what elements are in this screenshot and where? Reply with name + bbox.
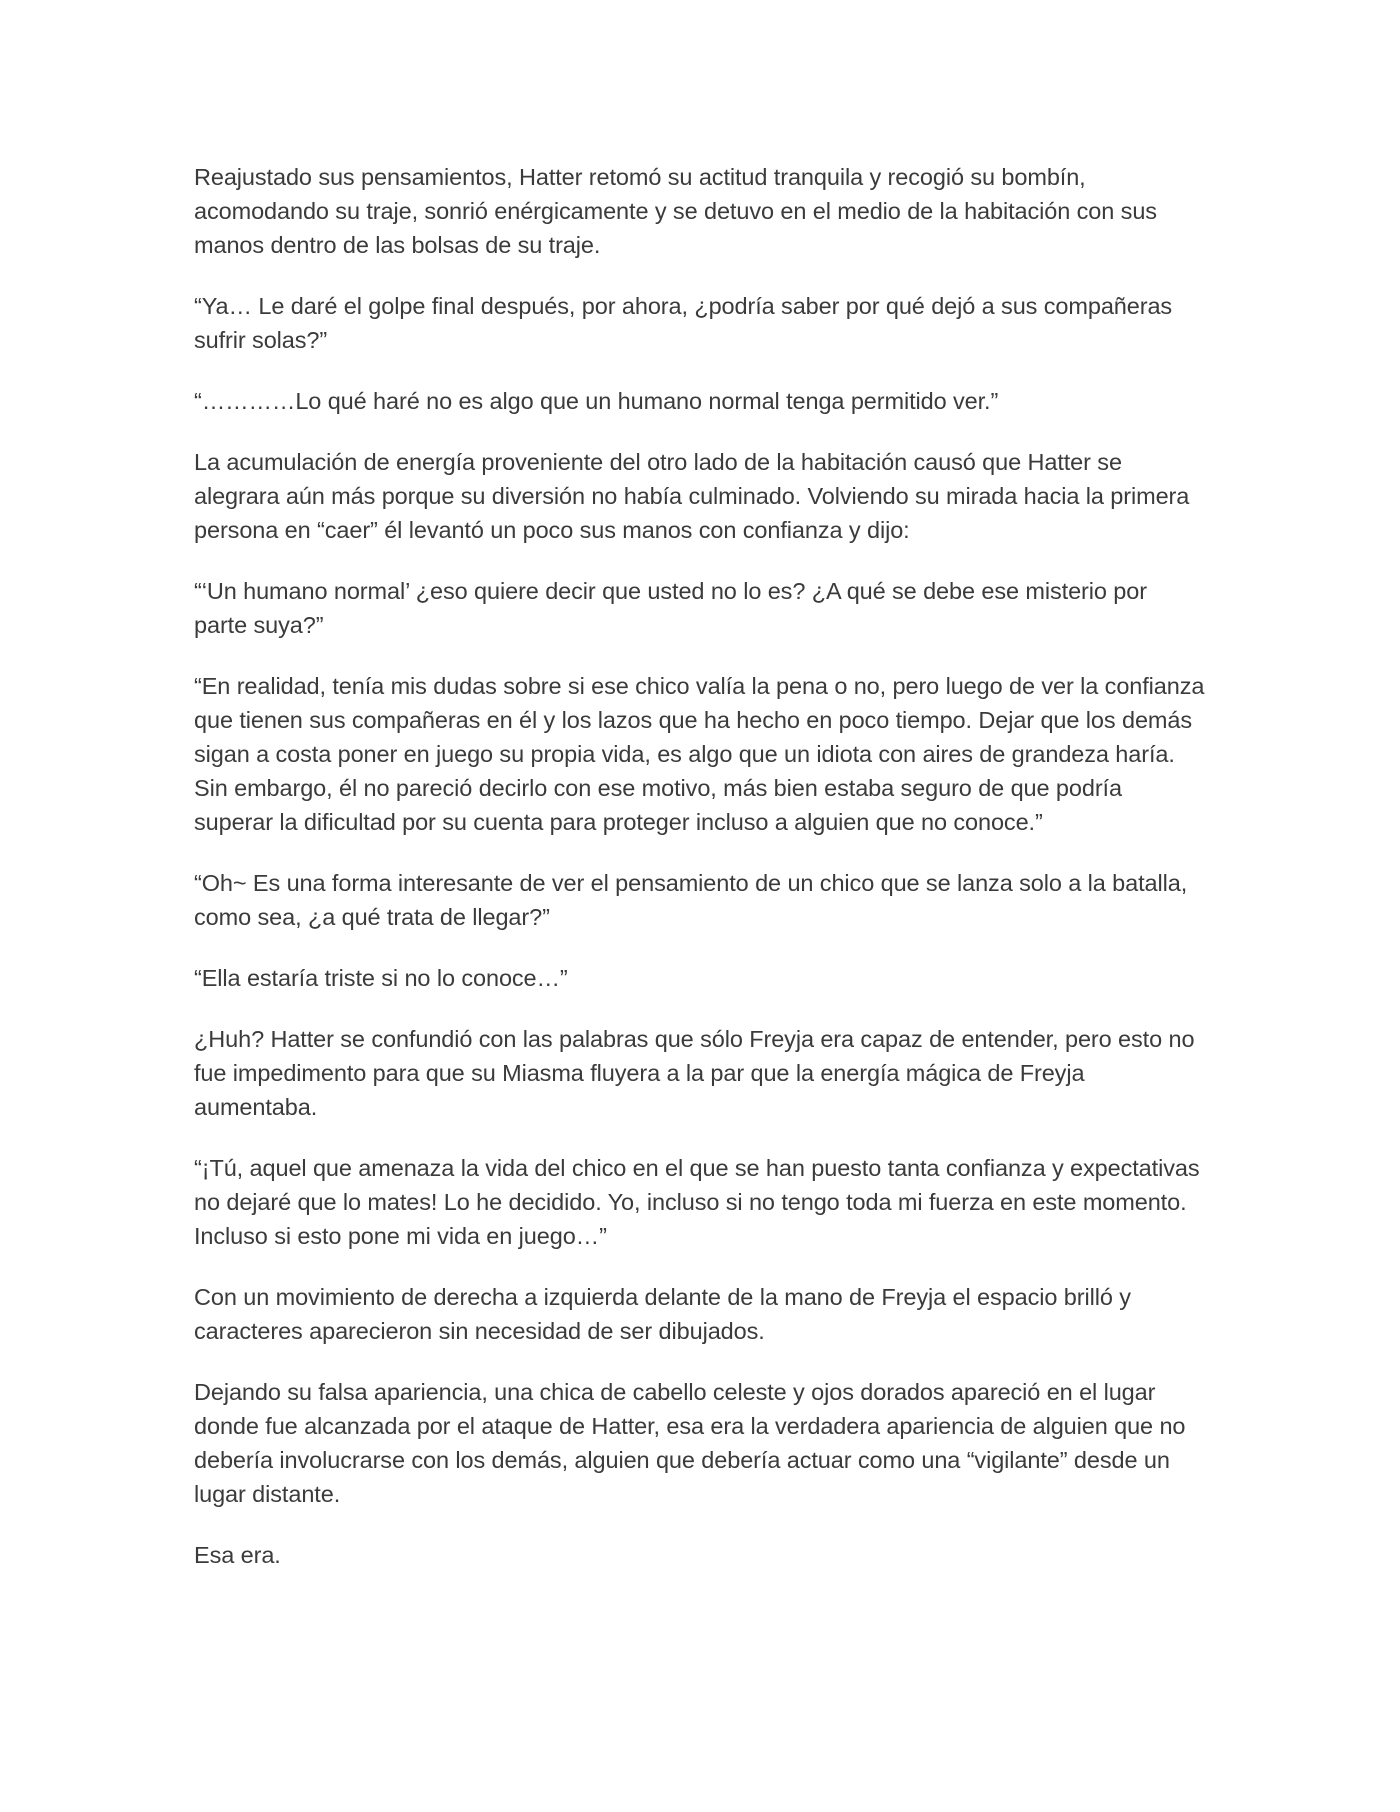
paragraph: Reajustado sus pensamientos, Hatter retomó su actitud tranquila y recogió su bombín, acomodando su traje, sonrió enérgicamente y se detuvo en el medio de la habitación con sus manos dentro de las bolsas de su traje. <box>194 164 1157 258</box>
paragraph: “Oh~ Es una forma interesante de ver el pensamiento de un chico que se lanza solo a la batalla, como sea, ¿a qué trata de llegar?” <box>194 870 1188 930</box>
paragraph: Esa era. <box>194 1542 281 1568</box>
paragraph: Dejando su falsa apariencia, una chica de cabello celeste y ojos dorados apareció en el lugar donde fue alcanzada por el ataque de Hatter, esa era la verdadera apariencia de alguien que no debería involucrarse con los demás, alguien que debería actuar como una “vigilante” desde un lugar distante. <box>194 1379 1186 1507</box>
document-body <box>194 160 1206 1599</box>
paragraph: “En realidad, tenía mis dudas sobre si ese chico valía la pena o no, pero luego de ver la confianza que tienen sus compañeras en él y los lazos que ha hecho en poco tiempo. Dejar que los demás sigan a costa poner en juego su propia vida, es algo que un idiota con aires de grandeza haría. Sin embargo, él no pareció decirlo con ese motivo, más bien estaba seguro de que podría superar la dificultad por su cuenta para proteger incluso a alguien que no conoce.” <box>194 673 1205 835</box>
paragraph: La acumulación de energía proveniente del otro lado de la habitación causó que Hatter se alegrara aún más porque su diversión no había culminado. Volviendo su mirada hacia la primera persona en “caer” él levantó un poco sus manos con confianza y dijo: <box>194 449 1190 543</box>
paragraph: “‘Un humano normal’ ¿eso quiere decir que usted no lo es? ¿A qué se debe ese misterio por parte suya?” <box>194 578 1147 638</box>
paragraph: “¡Tú, aquel que amenaza la vida del chico en el que se han puesto tanta confianza y expectativas no dejaré que lo mates! Lo he decidido. Yo, incluso si no tengo toda mi fuerza en este momento. Incluso si esto pone mi vida en juego…” <box>194 1155 1200 1249</box>
paragraph: “…………Lo qué haré no es algo que un humano normal tenga permitido ver.” <box>194 388 999 414</box>
paragraph: “Ya… Le daré el golpe final después, por ahora, ¿podría saber por qué dejó a sus compañeras sufrir solas?” <box>194 293 1173 353</box>
paragraph: Con un movimiento de derecha a izquierda delante de la mano de Freyja el espacio brilló y caracteres aparecieron sin necesidad de ser dibujados. <box>194 1284 1131 1344</box>
paragraph: “Ella estaría triste si no lo conoce…” <box>194 965 568 991</box>
paragraph: ¿Huh? Hatter se confundió con las palabras que sólo Freyja era capaz de entender, pero esto no fue impedimento para que su Miasma fluyera a la par que la energía mágica de Freyja aumentaba. <box>194 1026 1195 1120</box>
